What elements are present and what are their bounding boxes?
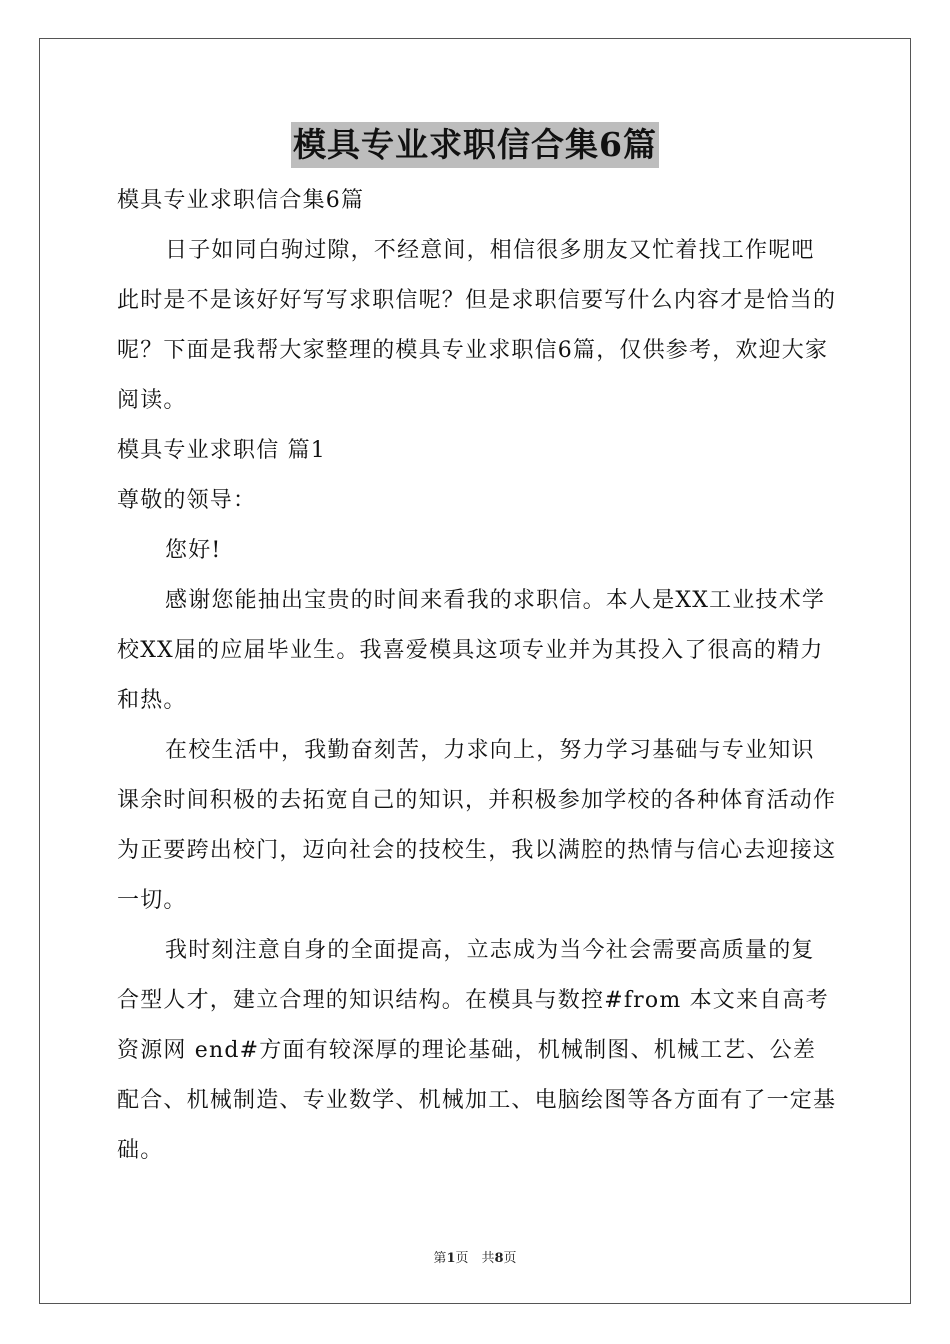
greeting: 您好! (165, 538, 222, 563)
footer-prefix: 第 (433, 1251, 447, 1266)
footer-suffix: 页 (503, 1251, 517, 1266)
footer-total-pages: 8 (494, 1251, 504, 1266)
paragraph-subtitle: 模具专业求职信合集6篇 (117, 188, 365, 213)
document-title: 模具专业求职信合集6篇 (291, 122, 659, 168)
paragraph-school-life: 在校生活中，我勤奋刻苦，力求向上，努力学习基础与专业知识课余时间积极的去拓宽自己的知识，并积极参加学校的各种体育活动作为正要跨出校门，迈向社会的技校生，我以满腔的热情与信心去迎接这一切。 (117, 738, 837, 913)
title-container (0, 122, 950, 168)
paragraph-thanks: 感谢您能抽出宝贵的时间来看我的求职信。本人是XX工业技术学校XX届的应届毕业生。我喜爱模具这项专业并为其投入了很高的精力和热。 (117, 588, 826, 713)
footer-page-number: 1 (446, 1251, 456, 1266)
paragraph-intro: 日子如同白驹过隙，不经意间，相信很多朋友又忙着找工作呢吧此时是不是该好好写写求职信呢？但是求职信要写什么内容才是恰当的呢？下面是我帮大家整理的模具专业求职信6篇，仅供参考，欢迎大家阅读。 (117, 238, 837, 413)
section-heading: 模具专业求职信 篇1 (117, 438, 326, 463)
page-footer (0, 1247, 950, 1266)
document-body (117, 176, 837, 1176)
salutation: 尊敬的领导： (117, 488, 257, 513)
footer-mid: 页 共 (455, 1251, 495, 1266)
paragraph-skills: 我时刻注意自身的全面提高，立志成为当今社会需要高质量的复合型人才，建立合理的知识结构。在模具与数控#from 本文来自高考资源网 end#方面有较深厚的理论基础，机械制图、机械工艺、公差配合、机械制造、专业数学、机械加工、电脑绘图等各方面有了一定基础。 (117, 938, 837, 1163)
